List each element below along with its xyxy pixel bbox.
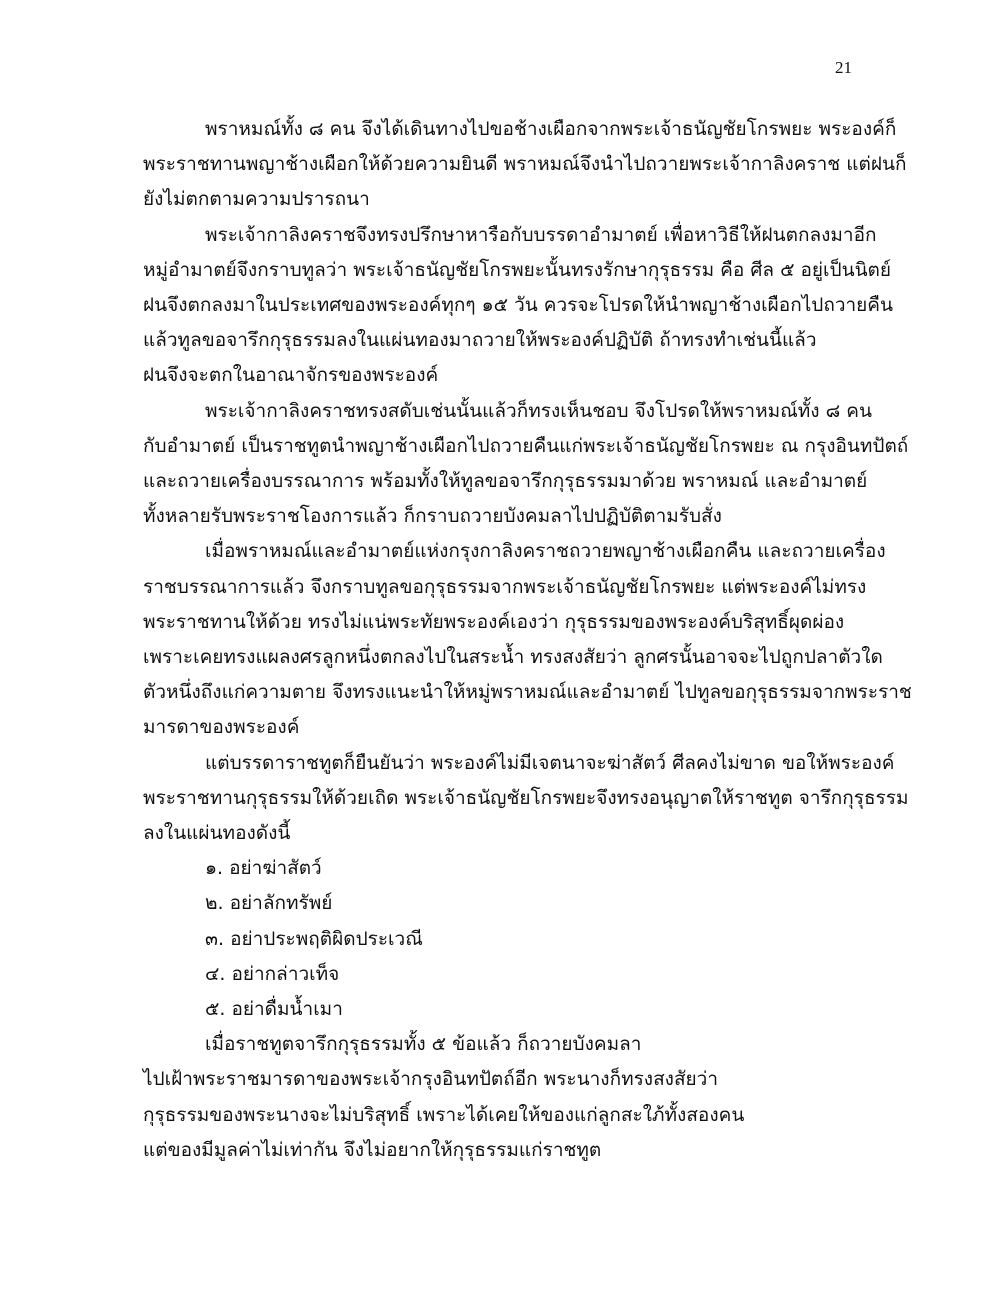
paragraph-line: หมู่อำมาตย์จึงกราบทูลว่า พระเจ้าธนัญชัยโกรพยะนั้นทรงรักษากุรุธรรม คือ ศีล ๕ อยู่เป็นนิตย์ bbox=[143, 258, 892, 281]
paragraph-line: เพราะเคยทรงแผลงศรลูกหนึ่งตกลงไปในสระน้ำ ทรงสงสัยว่า ลูกศรนั้นอาจจะไปถูกปลาตัวใด bbox=[143, 646, 883, 669]
paragraph-line: ทั้งหลายรับพระราชโองการแล้ว ก็กราบถวายบังคมลาไปปฏิบัติตามรับสั่ง bbox=[143, 505, 722, 528]
paragraph-line: พระเจ้ากาลิงคราชจึงทรงปรึกษาหารือกับบรรดาอำมาตย์ เพื่อหาวิธีให้ฝนตกลงมาอีก bbox=[205, 223, 877, 246]
list-item: ๑. อย่าฆ่าสัตว์ bbox=[205, 857, 322, 880]
paragraph-line: ลงในแผ่นทองดังนี้ bbox=[143, 822, 291, 845]
page-number: 21 bbox=[835, 58, 852, 77]
paragraph-line: ยังไม่ตกตามความปรารถนา bbox=[143, 188, 370, 211]
paragraph-line: พระเจ้ากาลิงคราชทรงสดับเช่นนั้นแล้วก็ทรงเห็นชอบ จึงโปรดให้พราหมณ์ทั้ง ๘ คน bbox=[205, 399, 872, 422]
paragraph-line: พระราชทานให้ด้วย ทรงไม่แน่พระทัยพระองค์เองว่า กุรุธรรมของพระองค์บริสุทธิ์ผุดผ่อง bbox=[143, 610, 845, 633]
paragraph-line: กับอำมาตย์ เป็นราชทูตนำพญาช้างเผือกไปถวายคืนแก่พระเจ้าธนัญชัยโกรพยะ ณ กรุงอินทปัตถ์ bbox=[143, 434, 909, 457]
paragraph-line: ฝนจึงจะตกในอาณาจักรของพระองค์ bbox=[143, 364, 439, 387]
list-item: ๒. อย่าลักทรัพย์ bbox=[205, 892, 333, 915]
paragraph-line: ไปเฝ้าพระราชมารดาของพระเจ้ากรุงอินทปัตถ์อีก พระนางก็ทรงสงสัยว่า bbox=[143, 1068, 719, 1091]
paragraph-line: พระราชทานพญาช้างเผือกให้ด้วยความยินดี พราหมณ์จึงนำไปถวายพระเจ้ากาลิงคราช แต่ฝนก็ bbox=[143, 153, 907, 176]
paragraph-line: ตัวหนึ่งถึงแก่ความตาย จึงทรงแนะนำให้หมู่พราหมณ์และอำมาตย์ ไปทูลขอกุรุธรรมจากพระราช bbox=[143, 681, 912, 704]
paragraph-line: พระราชทานกุรุธรรมให้ด้วยเถิด พระเจ้าธนัญชัยโกรพยะจึงทรงอนุญาตให้ราชทูต จารึกกุรุธรรม bbox=[143, 786, 909, 809]
paragraph-line: เมื่อพราหมณ์และอำมาตย์แห่งกรุงกาลิงคราชถวายพญาช้างเผือกคืน และถวายเครื่อง bbox=[205, 540, 886, 563]
paragraph-line: มารดาของพระองค์ bbox=[143, 716, 300, 739]
list-item: ๔. อย่ากล่าวเท็จ bbox=[205, 962, 340, 985]
document-body bbox=[143, 112, 912, 1168]
paragraph-line: เมื่อราชทูตจารึกกุรุธรรมทั้ง ๕ ข้อแล้ว ก็ถวายบังคมลา bbox=[205, 1033, 642, 1056]
paragraph-line: แต่ของมีมูลค่าไม่เท่ากัน จึงไม่อยากให้กุรุธรรมแก่ราชทูต bbox=[143, 1138, 602, 1161]
paragraph-line: กุรุธรรมของพระนางจะไม่บริสุทธิ์ เพราะได้เคยให้ของแก่ลูกสะใภ้ทั้งสองคน bbox=[143, 1103, 745, 1126]
paragraph-line: แต่บรรดาราชทูตก็ยืนยันว่า พระองค์ไม่มีเจตนาจะฆ่าสัตว์ ศีลคงไม่ขาด ขอให้พระองค์ bbox=[205, 751, 895, 774]
list-item: ๓. อย่าประพฤติผิดประเวณี bbox=[205, 927, 423, 950]
paragraph-line: ฝนจึงตกลงมาในประเทศของพระองค์ทุกๆ ๑๕ วัน ควรจะโปรดให้นำพญาช้างเผือกไปถวายคืน bbox=[143, 294, 894, 317]
paragraph-line: และถวายเครื่องบรรณาการ พร้อมทั้งให้ทูลขอจารึกกุรุธรรมมาด้วย พราหมณ์ และอำมาตย์ bbox=[143, 470, 868, 493]
paragraph-line: พราหมณ์ทั้ง ๘ คน จึงได้เดินทางไปขอช้างเผือกจากพระเจ้าธนัญชัยโกรพยะ พระองค์ก็ bbox=[205, 118, 897, 140]
paragraph-line: แล้วทูลขอจารึกกุรุธรรมลงในแผ่นทองมาถวายให้พระองค์ปฏิบัติ ถ้าทรงทำเช่นนี้แล้ว bbox=[143, 329, 817, 352]
paragraph-line: ราชบรรณาการแล้ว จึงกราบทูลขอกุรุธรรมจากพระเจ้าธนัญชัยโกรพยะ แต่พระองค์ไม่ทรง bbox=[143, 575, 867, 598]
list-item: ๕. อย่าดื่มน้ำเมา bbox=[205, 998, 343, 1021]
